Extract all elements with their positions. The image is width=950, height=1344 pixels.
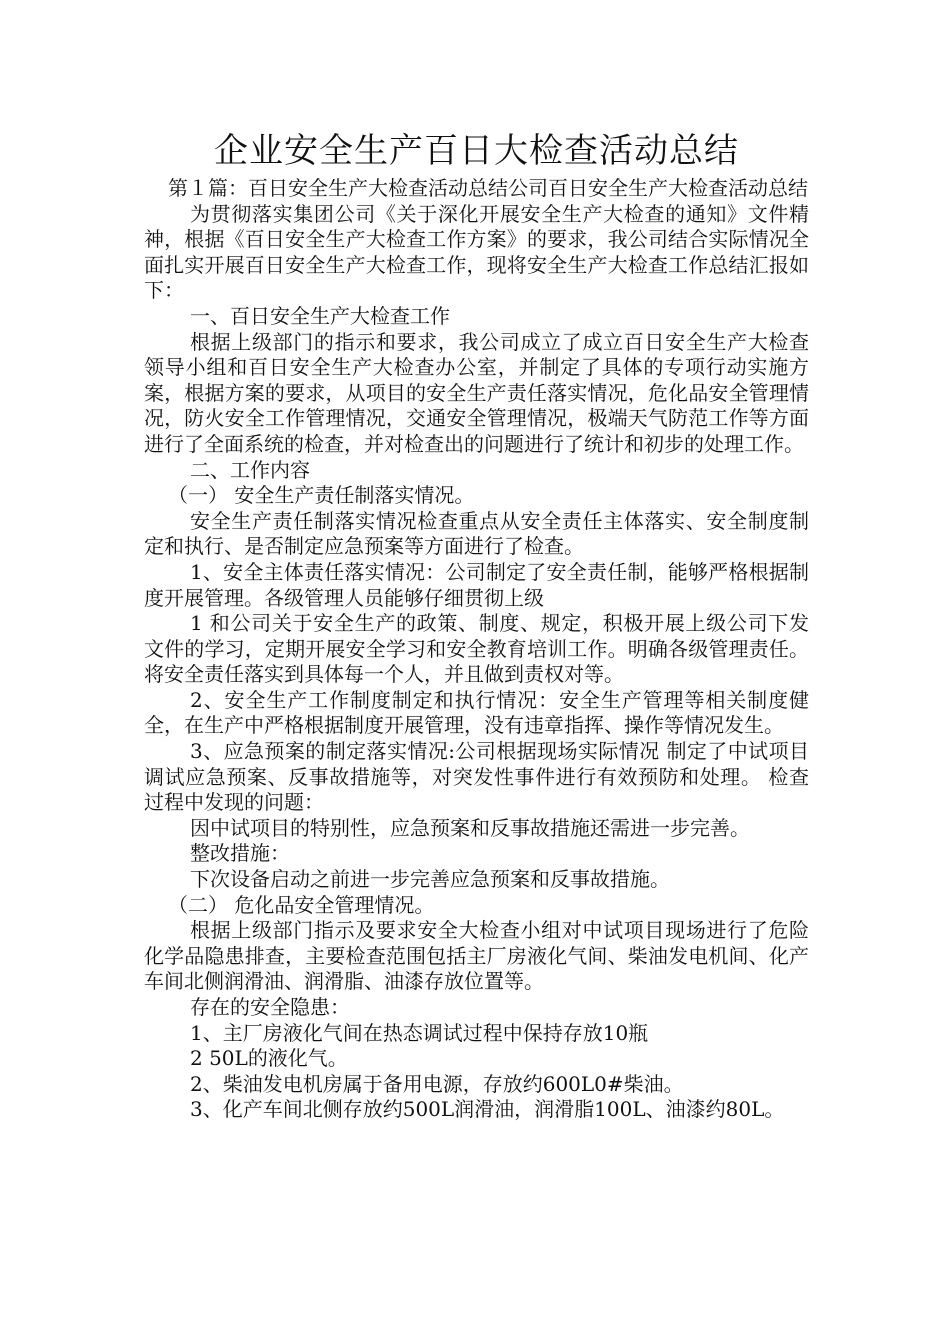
body-paragraph: 下次设备启动之前进一步完善应急预案和反事故措施。 (190, 867, 670, 892)
intro-paragraph: 为贯彻落实集团公司《关于深化开展安全生产大检查的通知》文件精神，根据《百日安全生产大检查工作方案》的要求，我公司结合实际情况全面扎实开展百日安全生产大检查工作，现将安全生产大检查工作总结汇报如下： (144, 201, 809, 303)
body-paragraph: 因中试项目的特别性，应急预案和反事故措施还需进一步完善。 (190, 815, 750, 840)
section-heading-1: 一、百日安全生产大检查工作 (190, 303, 450, 328)
body-paragraph: 根据上级部门的指示和要求，我公司成立了成立百日安全生产大检查领导小组和百日安全生产大检查办公室，并制定了具体的专项行动实施方案，根据方案的要求，从项目的安全生产责任落实情况，危化品安全管理情况，防火安全工作管理情况，交通安全管理情况，极端天气防范工作等方面进行了全面系统的检查，并对检查出的问题进行了统计和初步的处理工作。 (144, 329, 809, 456)
document-title: 企业安全生产百日大检查活动总结 (214, 131, 739, 171)
body-paragraph: 2 50L的液化气。 (190, 1046, 348, 1071)
body-paragraph: 1、主厂房液化气间在热态调试过程中保持存放10瓶 (190, 1020, 649, 1045)
body-paragraph: 整改措施： (190, 841, 290, 866)
document-page (144, 128, 809, 1123)
body-paragraph: 2、安全生产工作制度制定和执行情况：安全生产管理等相关制度健全，在生产中严格根据制度开展管理，没有违章指挥、操作等情况发生。 (144, 687, 809, 738)
article-heading: 第１篇：百日安全生产大检查活动总结公司百日安全生产大检查活动总结 (168, 176, 808, 200)
subsection-heading-2: （二） 危化品安全管理情况。 (168, 892, 435, 917)
body-paragraph: 3、应急预案的制定落实情况:公司根据现场实际情况 制定了中试项目调试应急预案、反事故措施等，对突发性事件进行有效预防和处理。 检查过程中发现的问题： (144, 739, 809, 815)
body-paragraph: 1、安全主体责任落实情况：公司制定了安全责任制，能够严格根据制度开展管理。各级管理人员能够仔细贯彻上级 (144, 559, 809, 610)
body-paragraph: 1 和公司关于安全生产的政策、制度、规定，积极开展上级公司下发文件的学习，定期开展安全学习和安全教育培训工作。明确各级管理责任。将安全责任落实到具体每一个人，并且做到责权对等。 (144, 611, 809, 687)
subsection-heading-1: （一） 安全生产责任制落实情况。 (168, 483, 475, 508)
body-paragraph: 2、柴油发电机房属于备用电源，存放约600L0#柴油。 (190, 1071, 684, 1096)
body-paragraph: 3、化产车间北侧存放约500L润滑油，润滑脂100L、油漆约80L。 (190, 1097, 785, 1122)
body-paragraph: 安全生产责任制落实情况检查重点从安全责任主体落实、安全制度制定和执行、是否制定应急预案等方面进行了检查。 (144, 508, 809, 559)
body-paragraph: 根据上级部门指示及要求安全大检查小组对中试项目现场进行了危险化学品隐患排查，主要检查范围包括主厂房液化气间、柴油发电机间、化产车间北侧润滑油、润滑脂、油漆存放位置等。 (144, 918, 809, 994)
section-heading-2: 二、工作内容 (190, 457, 310, 482)
body-paragraph: 存在的安全隐患： (190, 995, 350, 1019)
